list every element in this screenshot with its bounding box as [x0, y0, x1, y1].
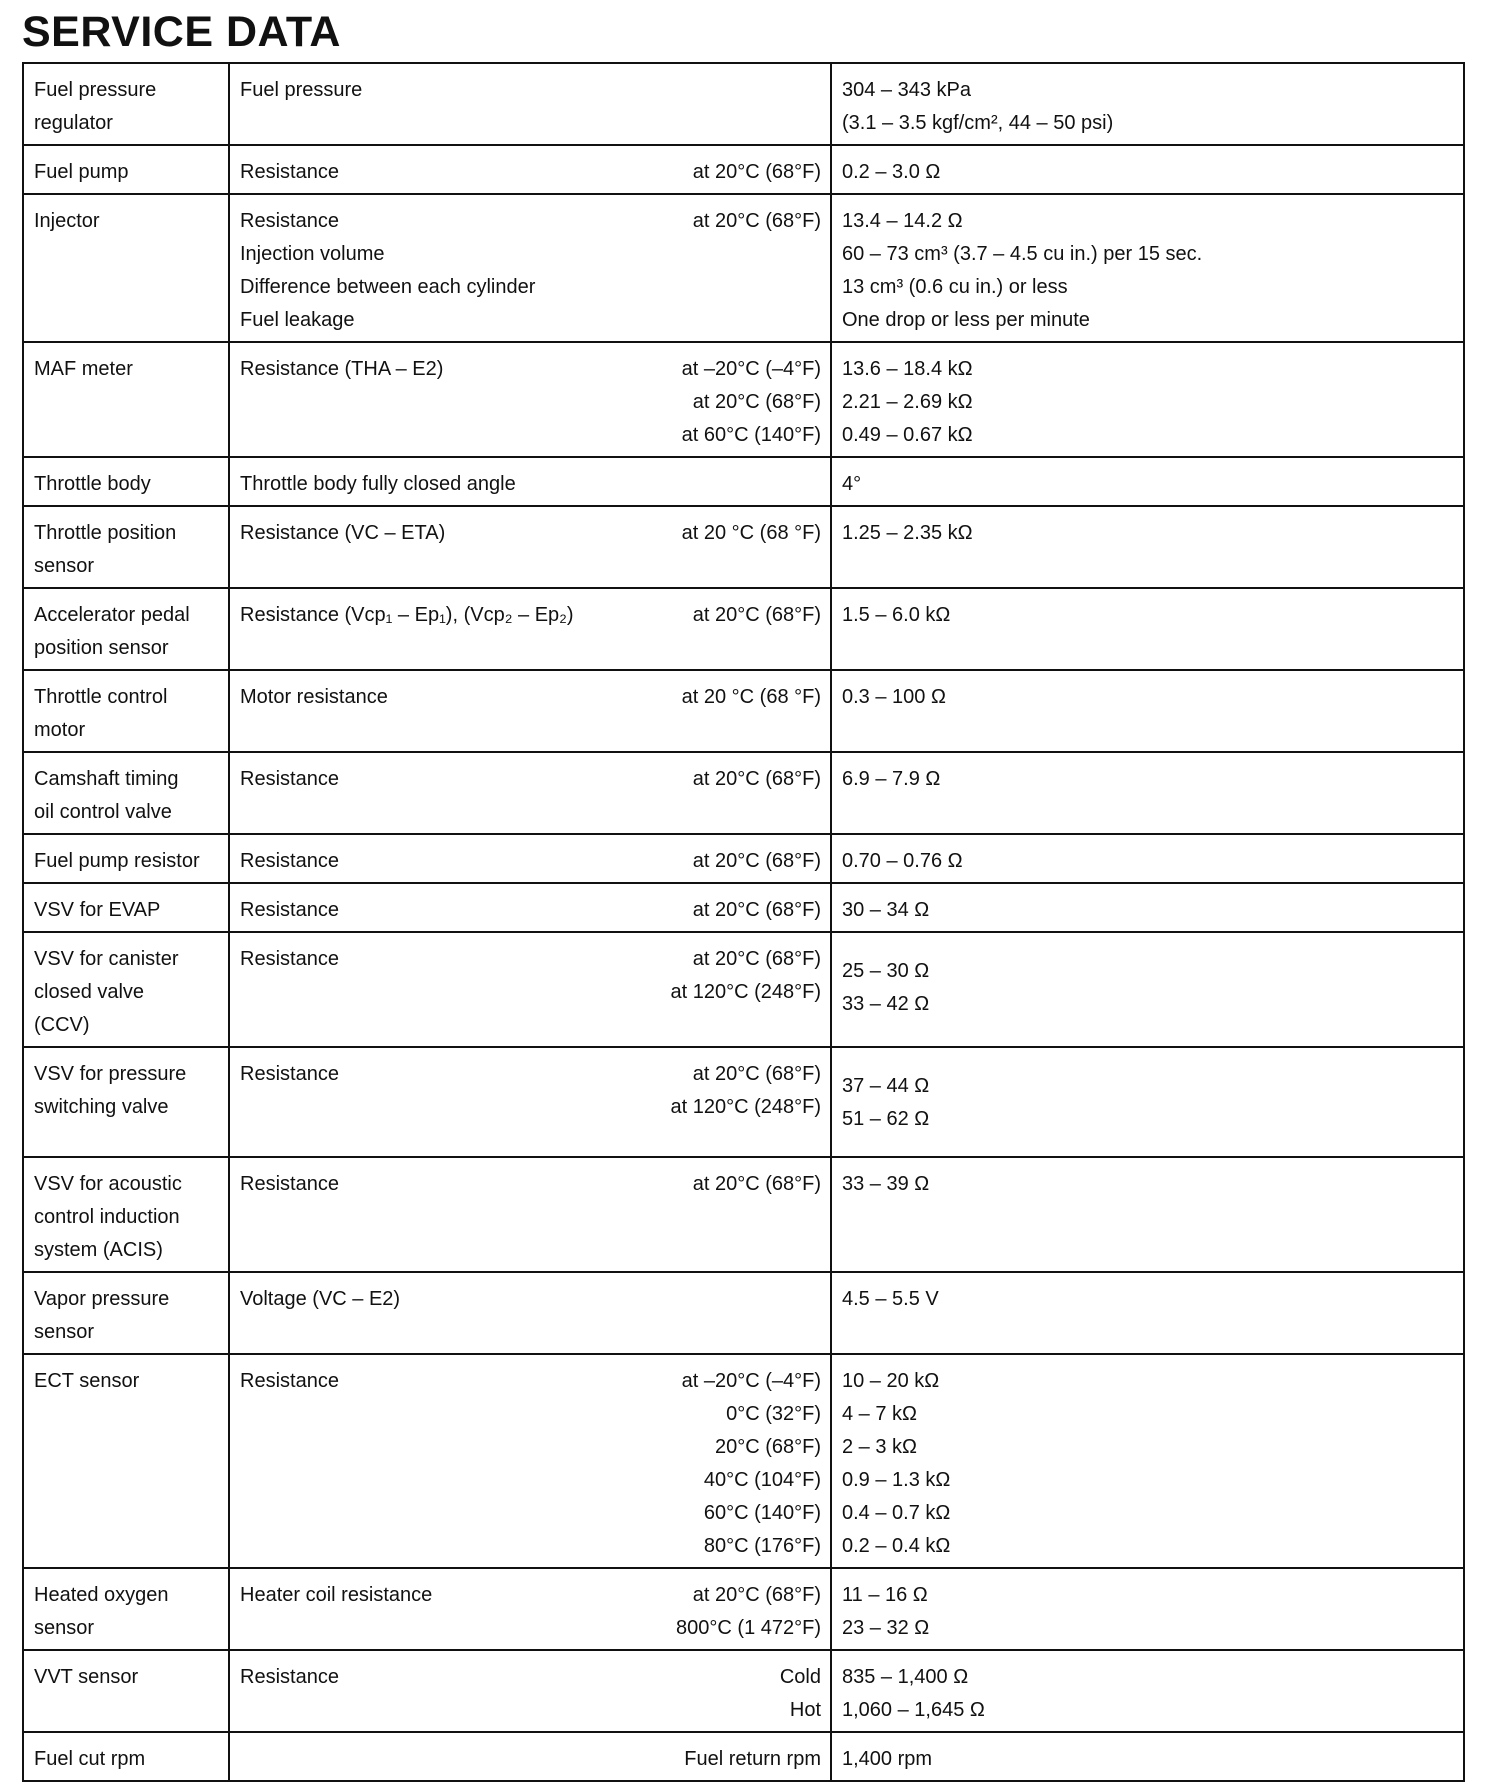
part-name: sensor — [34, 555, 95, 577]
value-cell — [831, 1047, 1464, 1157]
condition-text: at 20°C (68°F) — [692, 161, 821, 183]
value-cell — [831, 1650, 1464, 1732]
table-row — [23, 194, 1464, 342]
part-name: Throttle control — [34, 686, 168, 708]
item-cell — [229, 883, 626, 932]
part-cell — [23, 63, 229, 145]
item-cell — [229, 457, 831, 506]
part-name: switching valve — [34, 1096, 169, 1118]
part-name: Fuel pump — [34, 161, 129, 183]
condition-text: 60°C (140°F) — [703, 1502, 821, 1524]
condition-cell — [626, 588, 831, 670]
table-row — [23, 752, 1464, 834]
condition-cell — [626, 883, 831, 932]
item-text: Resistance — [240, 210, 339, 232]
value-text: 23 – 32 Ω — [842, 1617, 930, 1639]
table-row — [23, 588, 1464, 670]
part-cell — [23, 1354, 229, 1568]
item-text: Difference between each cylinder — [240, 276, 536, 298]
condition-text: 40°C (104°F) — [703, 1469, 821, 1491]
value-text: 0.9 – 1.3 kΩ — [842, 1469, 951, 1491]
value-text: 6.9 – 7.9 Ω — [842, 768, 941, 790]
item-text: Resistance — [240, 948, 339, 970]
item-text: Heater coil resistance — [240, 1584, 433, 1606]
item-cell — [229, 752, 626, 834]
part-cell — [23, 932, 229, 1047]
condition-cell — [626, 506, 831, 588]
item-text: Resistance (VC – ETA) — [240, 522, 446, 544]
item-cell — [229, 834, 626, 883]
value-text: 1.25 – 2.35 kΩ — [842, 522, 973, 544]
value-text: 10 – 20 kΩ — [842, 1370, 940, 1392]
value-cell — [831, 1568, 1464, 1650]
part-name: Heated oxygen — [34, 1584, 169, 1606]
part-name: Vapor pressure — [34, 1288, 170, 1310]
part-cell — [23, 1157, 229, 1272]
condition-text: at –20°C (–4°F) — [681, 358, 821, 380]
part-name: regulator — [34, 112, 113, 134]
part-name: position sensor — [34, 637, 169, 659]
part-name: MAF meter — [34, 358, 133, 380]
part-name: VVT sensor — [34, 1666, 139, 1688]
value-text: 13.4 – 14.2 Ω — [842, 210, 963, 232]
value-cell — [831, 1272, 1464, 1354]
part-name: Fuel pump resistor — [34, 850, 200, 872]
table-row — [23, 506, 1464, 588]
item-text: Resistance — [240, 1173, 339, 1195]
condition-text: Fuel return rpm — [684, 1748, 821, 1770]
value-text: 37 – 44 Ω — [842, 1075, 930, 1097]
value-text: 25 – 30 Ω — [842, 960, 930, 982]
value-text: 1,060 – 1,645 Ω — [842, 1699, 985, 1721]
part-name: Throttle position — [34, 522, 177, 544]
value-text: 13.6 – 18.4 kΩ — [842, 358, 973, 380]
condition-cell — [626, 1047, 831, 1157]
page-title: SERVICE DATA — [22, 8, 341, 56]
value-cell — [831, 670, 1464, 752]
table-row — [23, 883, 1464, 932]
table-row — [23, 932, 1464, 1047]
value-cell — [831, 883, 1464, 932]
table-row — [23, 1272, 1464, 1354]
part-name: Fuel cut rpm — [34, 1748, 146, 1770]
value-text: 33 – 39 Ω — [842, 1173, 930, 1195]
condition-text: at 20°C (68°F) — [692, 1173, 821, 1195]
value-text: 33 – 42 Ω — [842, 993, 930, 1015]
condition-text: 800°C (1 472°F) — [676, 1617, 821, 1639]
condition-text: at 20°C (68°F) — [692, 1063, 821, 1085]
condition-text: Hot — [789, 1699, 821, 1721]
condition-cell — [626, 1732, 831, 1781]
value-text: 13 cm³ (0.6 cu in.) or less — [842, 276, 1068, 298]
condition-cell — [626, 1568, 831, 1650]
item-text: Motor resistance — [240, 686, 388, 708]
part-cell — [23, 883, 229, 932]
value-text: 0.3 – 100 Ω — [842, 686, 946, 708]
item-cell — [229, 342, 626, 457]
condition-cell — [626, 194, 831, 342]
item-text: Resistance — [240, 850, 339, 872]
condition-text: at 20 °C (68 °F) — [681, 522, 821, 544]
value-text: 4° — [842, 473, 862, 495]
value-text: 2 – 3 kΩ — [842, 1436, 917, 1458]
item-cell — [229, 1047, 626, 1157]
value-cell — [831, 834, 1464, 883]
part-name: VSV for acoustic — [34, 1173, 182, 1195]
part-cell — [23, 457, 229, 506]
part-name: sensor — [34, 1321, 95, 1343]
value-cell — [831, 342, 1464, 457]
value-cell — [831, 1354, 1464, 1568]
value-text: 0.4 – 0.7 kΩ — [842, 1502, 951, 1524]
part-cell — [23, 145, 229, 194]
item-text: Resistance — [240, 899, 339, 921]
condition-text: at 20°C (68°F) — [692, 948, 821, 970]
item-text: Resistance — [240, 1666, 339, 1688]
service-data-table — [22, 62, 1465, 1782]
condition-text: 80°C (176°F) — [703, 1535, 821, 1557]
condition-text: Cold — [779, 1666, 821, 1688]
item-cell — [229, 1354, 626, 1568]
value-cell — [831, 752, 1464, 834]
value-cell — [831, 1732, 1464, 1781]
value-cell — [831, 457, 1464, 506]
part-name: system (ACIS) — [34, 1239, 163, 1261]
value-text: 0.2 – 3.0 Ω — [842, 161, 941, 183]
item-text: Resistance (THA – E2) — [240, 358, 444, 380]
item-cell — [229, 145, 626, 194]
condition-cell — [626, 1354, 831, 1568]
value-cell — [831, 63, 1464, 145]
value-cell — [831, 1157, 1464, 1272]
condition-text: 20°C (68°F) — [714, 1436, 821, 1458]
item-cell — [229, 63, 831, 145]
condition-text: at –20°C (–4°F) — [681, 1370, 821, 1392]
item-text: Throttle body fully closed angle — [240, 473, 516, 495]
table-row — [23, 63, 1464, 145]
part-name: Throttle body — [34, 473, 151, 495]
part-cell — [23, 1568, 229, 1650]
item-text: Fuel leakage — [240, 309, 355, 331]
condition-text: at 120°C (248°F) — [670, 1096, 821, 1118]
condition-cell — [626, 1650, 831, 1732]
table-row — [23, 1650, 1464, 1732]
part-name: closed valve — [34, 981, 145, 1003]
part-cell — [23, 752, 229, 834]
value-text: 60 – 73 cm³ (3.7 – 4.5 cu in.) per 15 sec. — [842, 243, 1203, 265]
table-row — [23, 834, 1464, 883]
item-cell — [229, 1272, 831, 1354]
part-cell — [23, 588, 229, 670]
table-row — [23, 145, 1464, 194]
item-cell — [229, 588, 626, 670]
condition-text: at 60°C (140°F) — [681, 424, 821, 446]
condition-text: at 120°C (248°F) — [670, 981, 821, 1003]
part-name: control induction — [34, 1206, 180, 1228]
value-text: 51 – 62 Ω — [842, 1108, 930, 1130]
condition-cell — [626, 752, 831, 834]
condition-text: at 20°C (68°F) — [692, 1584, 821, 1606]
item-text: Voltage (VC – E2) — [240, 1288, 401, 1310]
table-row — [23, 1157, 1464, 1272]
part-name: VSV for EVAP — [34, 899, 161, 921]
item-cell — [229, 1732, 626, 1781]
value-cell — [831, 588, 1464, 670]
item-cell — [229, 1568, 626, 1650]
part-name: ECT sensor — [34, 1370, 140, 1392]
table-row — [23, 457, 1464, 506]
value-text: 0.2 – 0.4 kΩ — [842, 1535, 951, 1557]
part-cell — [23, 834, 229, 883]
item-text: Resistance — [240, 768, 339, 790]
table-row — [23, 1354, 1464, 1568]
part-name: Injector — [34, 210, 100, 232]
part-name: VSV for pressure — [34, 1063, 187, 1085]
table-row — [23, 1568, 1464, 1650]
value-cell — [831, 932, 1464, 1047]
item-text: Resistance — [240, 1063, 339, 1085]
item-text: Resistance (Vcp₁ – Ep₁), (Vcp₂ – Ep₂) — [240, 604, 574, 626]
part-cell — [23, 1047, 229, 1157]
part-name: (CCV) — [34, 1014, 90, 1036]
value-text: One drop or less per minute — [842, 309, 1090, 331]
condition-text: at 20°C (68°F) — [692, 391, 821, 413]
value-text: 835 – 1,400 Ω — [842, 1666, 969, 1688]
value-text: 0.70 – 0.76 Ω — [842, 850, 963, 872]
part-cell — [23, 1272, 229, 1354]
table-row — [23, 1047, 1464, 1157]
part-cell — [23, 1650, 229, 1732]
table-row — [23, 1732, 1464, 1781]
item-text: Injection volume — [240, 243, 385, 265]
part-name: oil control valve — [34, 801, 172, 823]
part-name: motor — [34, 719, 86, 741]
item-cell — [229, 932, 626, 1047]
condition-text: at 20°C (68°F) — [692, 604, 821, 626]
value-text: 2.21 – 2.69 kΩ — [842, 391, 973, 413]
table-row — [23, 670, 1464, 752]
value-cell — [831, 506, 1464, 588]
condition-text: at 20°C (68°F) — [692, 210, 821, 232]
condition-text: at 20°C (68°F) — [692, 899, 821, 921]
value-text: (3.1 – 3.5 kgf/cm², 44 – 50 psi) — [842, 112, 1114, 134]
condition-cell — [626, 670, 831, 752]
condition-cell — [626, 1157, 831, 1272]
item-cell — [229, 506, 626, 588]
table-row — [23, 342, 1464, 457]
value-text: 4 – 7 kΩ — [842, 1403, 917, 1425]
condition-text: at 20°C (68°F) — [692, 850, 821, 872]
value-cell — [831, 145, 1464, 194]
item-text: Resistance — [240, 1370, 339, 1392]
part-name: Accelerator pedal — [34, 604, 190, 626]
value-text: 11 – 16 Ω — [842, 1584, 928, 1606]
part-cell — [23, 194, 229, 342]
condition-text: 0°C (32°F) — [726, 1403, 821, 1425]
part-cell — [23, 506, 229, 588]
part-cell — [23, 342, 229, 457]
value-text: 304 – 343 kPa — [842, 79, 971, 101]
item-text: Fuel pressure — [240, 79, 363, 101]
item-cell — [229, 194, 626, 342]
item-cell — [229, 670, 626, 752]
condition-cell — [626, 834, 831, 883]
part-name: sensor — [34, 1617, 95, 1639]
part-cell — [23, 670, 229, 752]
part-cell — [23, 1732, 229, 1781]
part-name: Camshaft timing — [34, 768, 179, 790]
condition-text: at 20 °C (68 °F) — [681, 686, 821, 708]
value-text: 0.49 – 0.67 kΩ — [842, 424, 973, 446]
part-name: Fuel pressure — [34, 79, 157, 101]
value-text: 1,400 rpm — [842, 1748, 933, 1770]
condition-cell — [626, 342, 831, 457]
part-name: VSV for canister — [34, 948, 179, 970]
value-text: 4.5 – 5.5 V — [842, 1288, 939, 1310]
value-cell — [831, 194, 1464, 342]
item-cell — [229, 1157, 626, 1272]
value-text: 30 – 34 Ω — [842, 899, 930, 921]
value-text: 1.5 – 6.0 kΩ — [842, 604, 951, 626]
condition-cell — [626, 932, 831, 1047]
item-text: Resistance — [240, 161, 339, 183]
condition-text: at 20°C (68°F) — [692, 768, 821, 790]
item-cell — [229, 1650, 626, 1732]
condition-cell — [626, 145, 831, 194]
